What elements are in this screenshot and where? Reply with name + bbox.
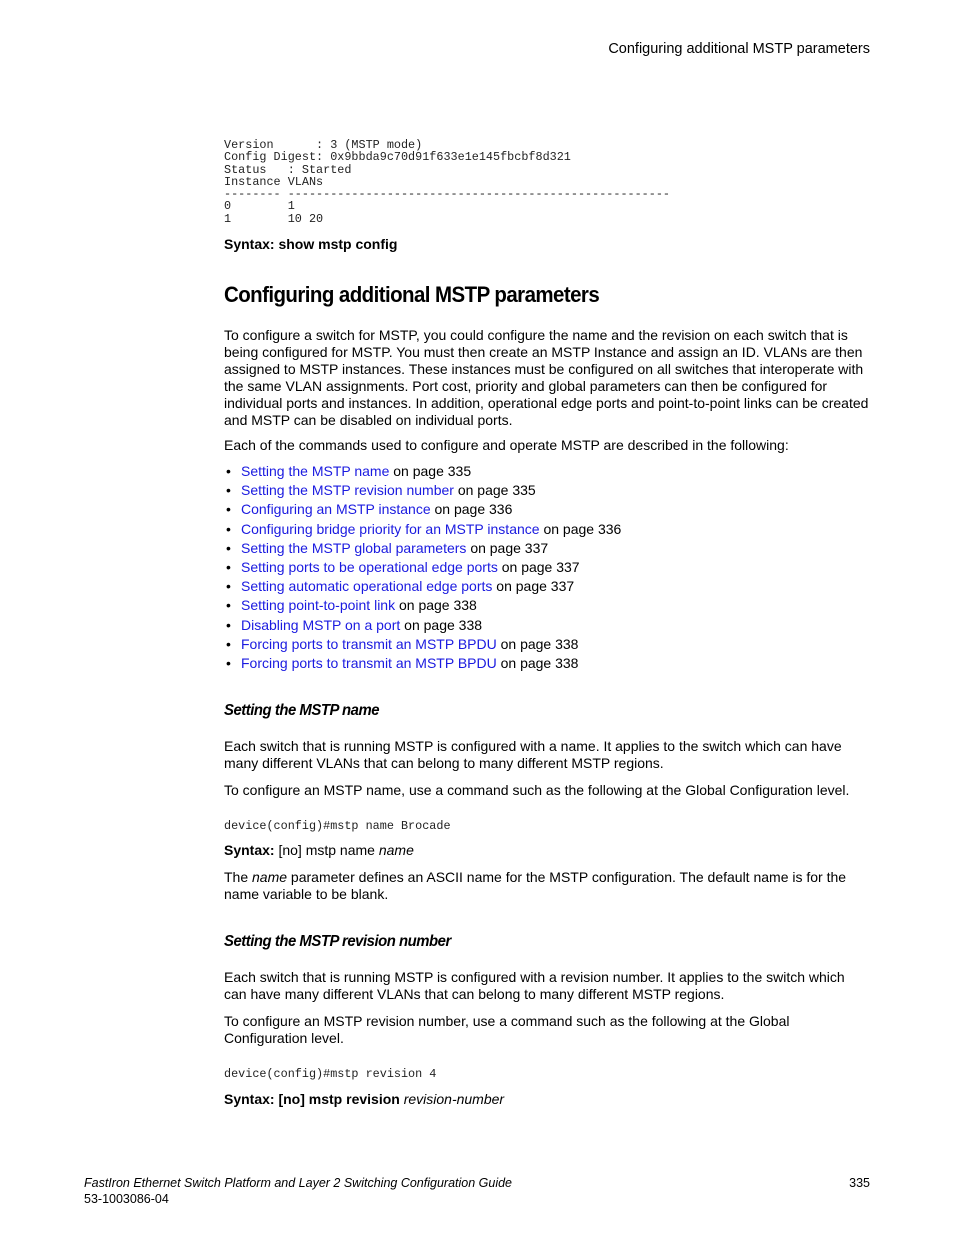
topic-link[interactable]: Setting ports to be operational edge ports: [241, 559, 498, 576]
topic-link[interactable]: Setting point-to-point link: [241, 597, 396, 614]
page-reference: on page 335: [457, 482, 536, 499]
topic-link[interactable]: Forcing ports to transmit an MSTP BPDU: [241, 655, 497, 672]
topic-link-item: [224, 616, 621, 635]
syntax-line-name: [224, 842, 414, 859]
topic-link-item: [224, 577, 621, 596]
intro-paragraph: To configure a switch for MSTP, you could configure the name and the revision on each switch that is being configured for MSTP. You must then create an MSTP Instance and assign an ID. VLANs are then assigned to MSTP instances. These instances must be configured on all switches that interoperate with the same VLAN assignments. Port cost, priority and global parameters can then be configured for individual ports and instances. In addition, operational edge ports and point-to-point links can be created and MSTP can be disabled on individual ports.: [224, 327, 869, 428]
topic-link-item: [224, 539, 621, 558]
section-heading: Configuring additional MSTP parameters: [224, 282, 600, 307]
subsection-heading-revision: Setting the MSTP revision number: [224, 933, 451, 950]
subsection-heading-name: Setting the MSTP name: [224, 702, 380, 719]
bullet-icon: •: [226, 559, 231, 576]
page-reference: on page 337: [501, 559, 580, 576]
page-reference: on page 336: [543, 520, 622, 537]
topic-link-list: [224, 462, 621, 673]
code-example-name: device(config)#mstp name Brocade: [224, 819, 451, 833]
running-header: Configuring additional MSTP parameters: [608, 41, 870, 57]
topic-link-item: [224, 462, 621, 481]
text-segment: parameter defines an ASCII name for the MSTP configuration. The default name is for the name variable to be blank.: [224, 869, 847, 902]
text-segment: The: [224, 869, 253, 885]
syntax-command: [no] mstp name: [274, 842, 379, 858]
topic-link-item: [224, 481, 621, 500]
intro-paragraph-2: Each of the commands used to configure and operate MSTP are described in the following:: [224, 437, 789, 453]
topic-link[interactable]: Forcing ports to transmit an MSTP BPDU: [241, 635, 497, 652]
bullet-icon: •: [226, 655, 231, 672]
page-reference: on page 338: [404, 616, 483, 633]
syntax-variable: revision-number: [403, 1091, 505, 1107]
topic-link-item: [224, 635, 621, 654]
name-paragraph-3: [224, 869, 870, 903]
topic-link[interactable]: Setting the MSTP name: [241, 463, 390, 479]
name-paragraph-1: Each switch that is running MSTP is configured with a name. It applies to the switch which can have many different VLANs that can belong to many different MSTP regions.: [224, 738, 842, 771]
topic-link-item: [224, 500, 621, 519]
topic-link[interactable]: Setting the MSTP global parameters: [241, 539, 467, 556]
topic-link[interactable]: Setting the MSTP revision number: [241, 482, 454, 499]
page-number: 335: [849, 1176, 870, 1190]
topic-link[interactable]: Configuring an MSTP instance: [241, 501, 431, 518]
syntax-label: Syntax: [no] mstp revision: [224, 1091, 400, 1107]
page-reference: on page 338: [500, 635, 579, 652]
page-reference: on page 337: [496, 578, 575, 595]
variable-name: name: [252, 869, 288, 885]
name-paragraph-2: To configure an MSTP name, use a command such as the following at the Global Configuration level.: [224, 782, 850, 798]
bullet-icon: •: [226, 635, 231, 652]
code-block: Version : 3 (MSTP mode) Config Digest: 0x9bbda9c70d91f633e1e145fbcbf8d321 Status : Started Instance VLANs -------- ------------------------------------------------------ 0 1 1 10 20: [224, 138, 670, 226]
topic-link-item: [224, 520, 621, 539]
syntax-label: Syntax:: [224, 842, 275, 858]
bullet-icon: •: [226, 578, 231, 595]
footer-title: FastIron Ethernet Switch Platform and Layer 2 Switching Configuration Guide: [84, 1176, 512, 1190]
topic-link-item: [224, 558, 621, 577]
bullet-icon: •: [226, 539, 231, 556]
bullet-icon: •: [226, 597, 231, 614]
topic-link-item: [224, 596, 621, 615]
syntax-line: Syntax: show mstp config: [224, 236, 398, 252]
footer-doc-id: 53-1003086-04: [84, 1192, 169, 1206]
syntax-line-revision: [224, 1091, 504, 1108]
syntax-variable: name: [378, 842, 414, 858]
bullet-icon: •: [226, 520, 231, 537]
code-example-revision: device(config)#mstp revision 4: [224, 1067, 437, 1081]
page-reference: on page 336: [434, 501, 513, 518]
topic-link[interactable]: Configuring bridge priority for an MSTP instance: [241, 520, 540, 537]
topic-link[interactable]: Setting automatic operational edge ports: [241, 578, 493, 595]
revision-paragraph-1: Each switch that is running MSTP is configured with a revision number. It applies to the switch which can have many different VLANs that can belong to many different MSTP regions.: [224, 969, 845, 1002]
page-reference: on page 335: [393, 463, 472, 479]
bullet-icon: •: [226, 482, 231, 499]
bullet-icon: •: [226, 463, 231, 479]
page-reference: on page 337: [470, 539, 549, 556]
footer: [84, 1175, 512, 1207]
page-reference: on page 338: [398, 597, 477, 614]
bullet-icon: •: [226, 501, 231, 518]
bullet-icon: •: [226, 616, 231, 633]
page-reference: on page 338: [500, 655, 579, 672]
topic-link[interactable]: Disabling MSTP on a port: [241, 616, 401, 633]
topic-link-item: [224, 654, 621, 673]
revision-paragraph-2: To configure an MSTP revision number, use a command such as the following at the Global Configuration level.: [224, 1013, 790, 1046]
